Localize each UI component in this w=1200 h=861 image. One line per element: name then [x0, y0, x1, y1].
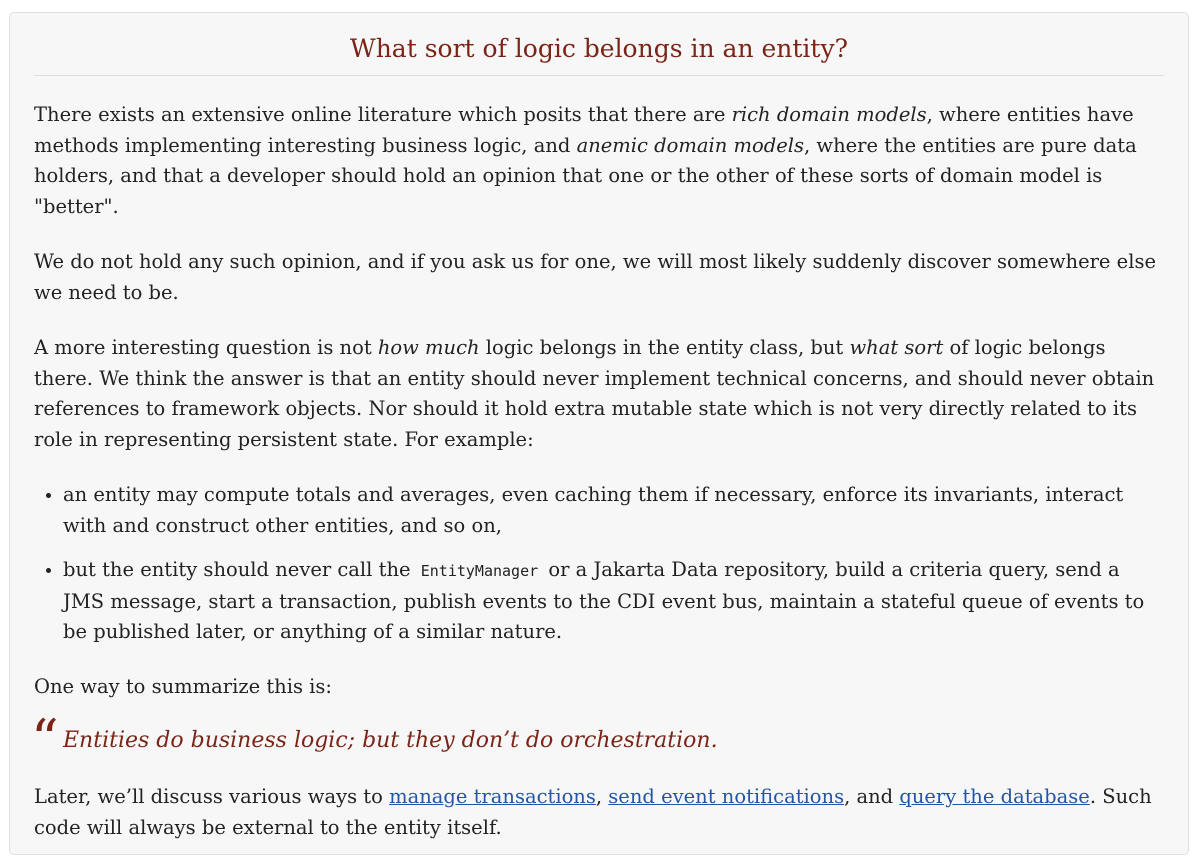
emphasis-anemic-domain-models: anemic domain models	[576, 133, 804, 157]
sidebar-block	[9, 12, 1189, 855]
section-title: What sort of logic belongs in an entity?	[34, 31, 1164, 76]
link-send-event-notifications[interactable]: send event notifications	[608, 785, 845, 808]
emphasis-rich-domain-models: rich domain models	[731, 103, 927, 126]
logic-list	[34, 480, 1164, 648]
paragraph-rich-anemic: There exists an extensive online literature which posits that there are rich domain models, where entities have methods implementing interesting business logic, and anemic domain models, where the entities are pure data holders, and that a developer should hold an opinion that one or the other of these sorts of domain model is "better".	[34, 103, 1137, 218]
paragraph-summarize: One way to summarize this is:	[34, 674, 332, 698]
paragraph-what-sort: A more interesting question is not how much logic belongs in the entity class, but what sort of logic belongs there. We think the answer is that an entity should never implement technical concerns, and should never obtain references to framework objects. Nor should it hold extra mutable state which is not very directly related to its role in representing persistent state. For example:	[34, 336, 1155, 451]
paragraph-later: Later, we’ll discuss various ways to manage transactions, send event notifications, and query the database. Such code will always be external to the entity itself.	[34, 785, 1152, 839]
link-query-the-database[interactable]: query the database	[899, 785, 1090, 808]
paragraph-no-opinion: We do not hold any such opinion, and if you ask us for one, we will most likely suddenly discover somewhere else we need to be.	[34, 250, 1156, 304]
link-manage-transactions[interactable]: manage transactions	[389, 785, 596, 808]
list-item: • but the entity should never call the EntityManager or a Jakarta Data repository, build a criteria query, send a JMS message, start a transaction, publish events to the CDI event bus, maintain a stateful queue of events to be published later, or anything of a similar nature.	[63, 555, 1164, 648]
quote-text: Entities do business logic; but they don’t do orchestration.	[63, 728, 718, 753]
emphasis-how-much: how much	[377, 336, 480, 359]
quote-mark-icon: “	[31, 708, 59, 771]
code-entitymanager: EntityManager	[420, 562, 539, 580]
quote-block	[31, 708, 1164, 771]
emphasis-what-sort: what sort	[849, 336, 944, 359]
list-item: • an entity may compute totals and averages, even caching them if necessary, enforce its invariants, interact with and construct other entities, and so on,	[63, 480, 1164, 541]
